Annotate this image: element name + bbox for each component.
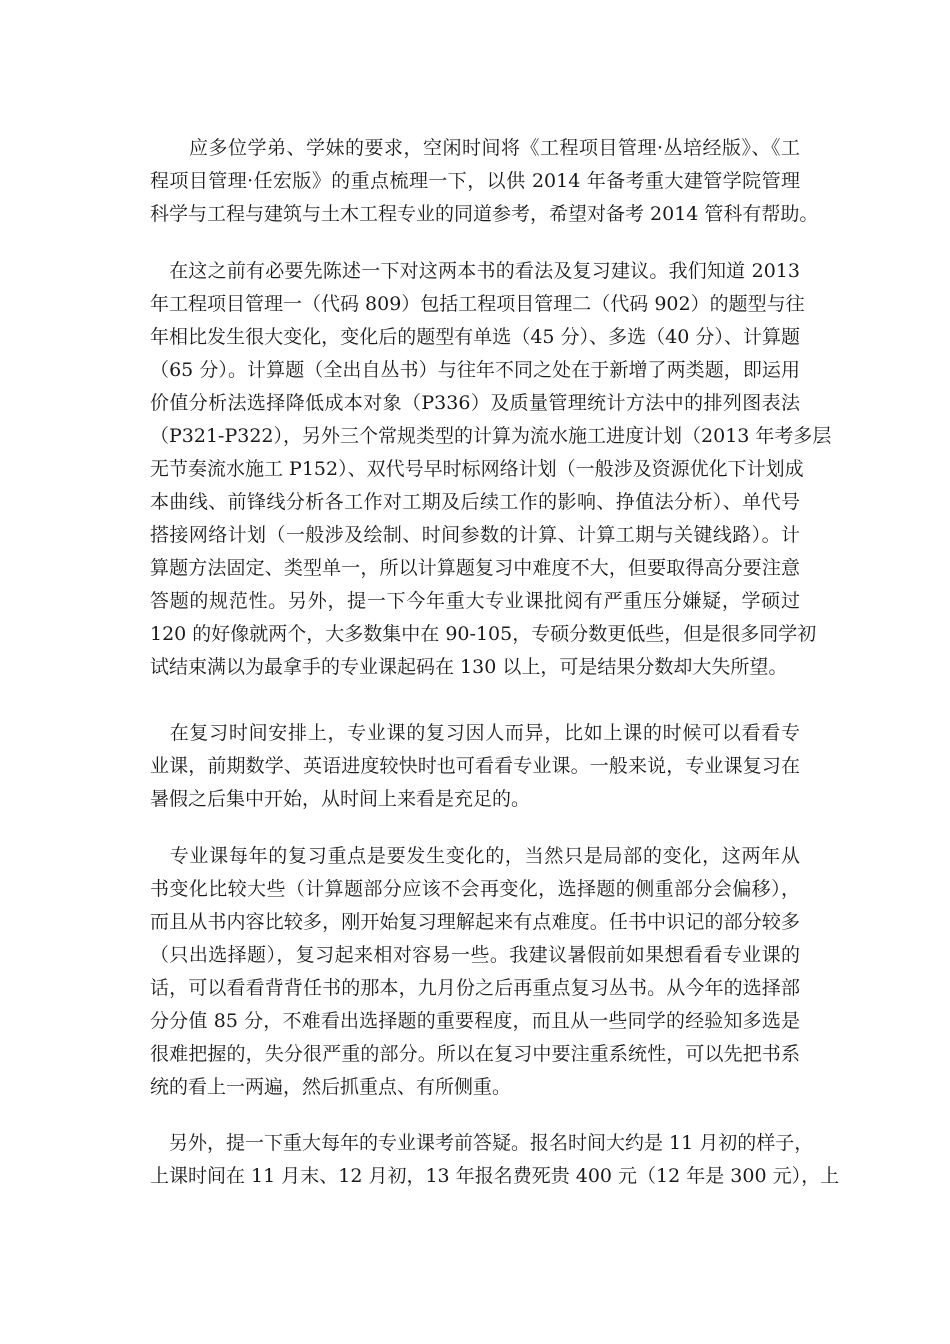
paragraph-line: 在复习时间安排上，专业课的复习因人而异，比如上课的时候可以看看专: [150, 722, 800, 744]
paragraph-review-focus: [150, 840, 800, 1104]
paragraph-line: 书变化比较大些（计算题部分应该不会再变化，选择题的侧重部分会偏移），: [150, 878, 800, 900]
paragraph-line: （P321-P322），另外三个常规类型的计算为流水施工进度计划（2013 年考多层: [150, 425, 832, 447]
paragraph-line: 无节奏流水施工 P152）、双代号早时标网络计划（一般涉及资源优化下计划成: [150, 458, 804, 480]
paragraph-line: 而且从书内容比较多，刚开始复习理解起来有点难度。任书中识记的部分较多: [150, 911, 800, 933]
paragraph-pre-exam-tutoring: [150, 1127, 840, 1193]
paragraph-line: 价值分析法选择降低成本对象（P336）及质量管理统计方法中的排列图表法: [150, 392, 800, 414]
paragraph-line: 专业课每年的复习重点是要发生变化的，当然只是局部的变化，这两年从: [150, 845, 800, 867]
paragraph-line: （65 分）。计算题（全出自丛书）与往年不同之处在于新增了两类题，即运用: [150, 359, 800, 381]
paragraph-line: 话，可以看看背背任书的那本，九月份之后再重点复习丛书。从今年的选择部: [150, 977, 800, 999]
paragraph-line: 分分值 85 分，不难看出选择题的重要程度，而且从一些同学的经验知多选是: [150, 1010, 800, 1032]
paragraph-line: （只出选择题），复习起来相对容易一些。我建议暑假前如果想看看专业课的: [150, 944, 800, 966]
paragraph-line: 本曲线、前锋线分析各工作对工期及后续工作的影响、挣值法分析）、单代号: [150, 491, 800, 513]
paragraph-line: 年工程项目管理一（代码 809）包括工程项目管理二（代码 902）的题型与往: [150, 293, 805, 315]
paragraph-line: 程项目管理·任宏版》的重点梳理一下，以供 2014 年备考重大建管学院管理: [150, 170, 800, 192]
paragraph-line: 另外，提一下重大每年的专业课考前答疑。报名时间大约是 11 月初的样子，: [150, 1132, 814, 1154]
paragraph-line: 答题的规范性。另外，提一下今年重大专业课批阅有严重压分嫌疑，学硕过: [150, 590, 800, 612]
paragraph-exam-overview: [150, 255, 832, 684]
paragraph-line: 年相比发生很大变化，变化后的题型有单选（45 分）、多选（40 分）、计算题: [150, 326, 800, 348]
paragraph-line: 科学与工程与建筑与土木工程专业的同道参考，希望对备考 2014 管科有帮助。: [150, 203, 819, 225]
paragraph-line: 120 的好像就两个，大多数集中在 90-105，专硕分数更低些，但是很多同学初: [150, 623, 817, 645]
paragraph-line: 在这之前有必要先陈述一下对这两本书的看法及复习建议。我们知道 2013: [150, 260, 800, 282]
paragraph-line: 很难把握的，失分很严重的部分。所以在复习中要注重系统性，可以先把书系: [150, 1043, 800, 1065]
paragraph-line: 上课时间在 11 月末、12 月初，13 年报名费死贵 400 元（12 年是 300 元），上: [150, 1165, 840, 1187]
paragraph-line: 统的看上一两遍，然后抓重点、有所侧重。: [150, 1076, 512, 1098]
paragraph-line: 算题方法固定、类型单一，所以计算题复习中难度不大，但要取得高分要注意: [150, 557, 800, 579]
paragraph-intro: [150, 132, 819, 231]
paragraph-line: 应多位学弟、学妹的要求，空闲时间将《工程项目管理·丛培经版》、《工: [150, 137, 800, 159]
paragraph-line: 暑假之后集中开始，从时间上来看是充足的。: [150, 788, 531, 810]
paragraph-line: 试结束满以为最拿手的专业课起码在 130 以上，可是结果分数却大失所望。: [150, 656, 788, 678]
paragraph-line: 业课，前期数学、英语进度较快时也可看看专业课。一般来说，专业课复习在: [150, 755, 800, 777]
paragraph-schedule: [150, 717, 800, 816]
paragraph-line: 搭接网络计划（一般涉及绘制、时间参数的计算、计算工期与关键线路）。计: [150, 524, 800, 546]
